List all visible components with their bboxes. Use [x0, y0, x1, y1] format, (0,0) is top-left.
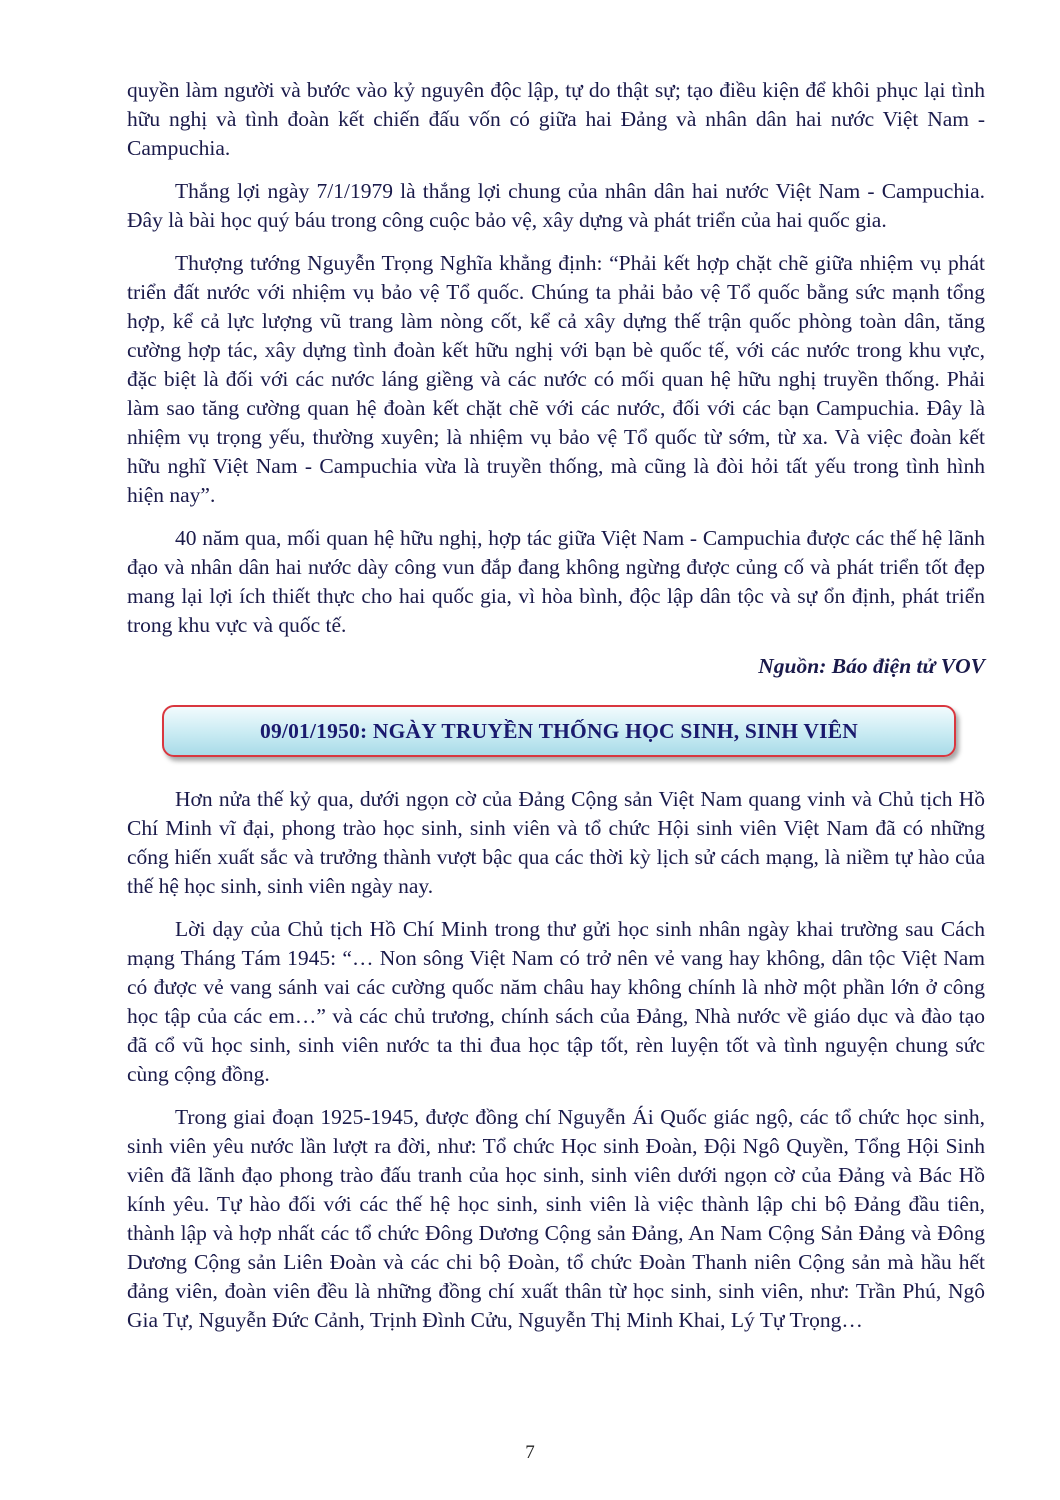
paragraph: Hơn nửa thế kỷ qua, dưới ngọn cờ của Đảng Cộng sản Việt Nam quang vinh và Chủ tịch Hồ Chí Minh vĩ đại, phong trào học sinh, sinh viên và tổ chức Hội sinh viên Việt Nam đã có những cống hiến xuất sắc và trưởng thành vượt bậc qua các thời kỳ lịch sử cách mạng, là niềm tự hào của thế hệ học sinh, sinh viên ngày nay.	[127, 787, 985, 898]
document-page	[127, 76, 985, 1349]
page-number: 7	[525, 1442, 535, 1463]
section-heading-box	[162, 705, 956, 757]
paragraph: Thắng lợi ngày 7/1/1979 là thắng lợi chung của nhân dân hai nước Việt Nam - Campuchia. Đây là bài học quý báu trong công cuộc bảo vệ, xây dựng và phát triển của hai quốc gia.	[127, 179, 985, 232]
paragraph: Trong giai đoạn 1925-1945, được đồng chí Nguyễn Ái Quốc giác ngộ, các tổ chức học sinh, sinh viên yêu nước lần lượt ra đời, như: Tổ chức Học sinh Đoàn, Đội Ngô Quyền, Tổng Hội Sinh viên đã lãnh đạo phong trào đấu tranh của học sinh, sinh viên dưới ngọn cờ của Đảng và Bác Hồ kính yêu. Tự hào đối với các thế hệ học sinh, sinh viên là việc thành lập chi bộ Đảng đầu tiên, thành lập và hợp nhất các tổ chức Đông Dương Cộng sản Đảng, An Nam Cộng Sản Đảng và Đông Dương Cộng sản Liên Đoàn và các chi bộ Đoàn, tổ chức Đoàn Thanh niên Cộng sản mà hầu hết đảng viên, đoàn viên đều là những đồng chí xuất thân từ học sinh, sinh viên, như: Trần Phú, Ngô Gia Tự, Nguyễn Đức Cảnh, Trịnh Đình Cửu, Nguyễn Thị Minh Khai, Lý Tự Trọng…	[127, 1105, 985, 1332]
paragraph: quyền làm người và bước vào kỷ nguyên độc lập, tự do thật sự; tạo điều kiện để khôi phục lại tình hữu nghị và tình đoàn kết chiến đấu vốn có giữa hai Đảng và nhân dân hai nước Việt Nam - Campuchia.	[127, 78, 985, 160]
section-body	[127, 785, 985, 1335]
section-heading: 09/01/1950: NGÀY TRUYỀN THỐNG HỌC SINH, SINH VIÊN	[260, 718, 858, 743]
paragraph: Thượng tướng Nguyễn Trọng Nghĩa khẳng định: “Phải kết hợp chặt chẽ giữa nhiệm vụ phát triển đất nước với nhiệm vụ bảo vệ Tổ quốc. Chúng ta phải bảo vệ Tổ quốc bằng sức mạnh tổng hợp, kể cả lực lượng vũ trang làm nòng cốt, kể cả xây dựng thế trận quốc phòng toàn dân, tăng cường hợp tác, xây dựng tình đoàn kết hữu nghị với bạn bè quốc tế, với các nước trong khu vực, đặc biệt là đối với các nước láng giềng và các nước có mối quan hệ hữu nghị truyền thống. Phải làm sao tăng cường quan hệ đoàn kết chặt chẽ với các nước, đối với các bạn Campuchia. Đây là nhiệm vụ trọng yếu, thường xuyên; là nhiệm vụ bảo vệ Tổ quốc từ sớm, từ xa. Và việc đoàn kết hữu nghĩ Việt Nam - Campuchia vừa là truyền thống, mà cũng là đòi hỏi tất yếu trong tình hình hiện nay”.	[127, 251, 985, 507]
paragraph: Lời dạy của Chủ tịch Hồ Chí Minh trong thư gửi học sinh nhân ngày khai trường sau Cách mạng Tháng Tám 1945: “… Non sông Việt Nam có trở nên vẻ vang hay không, dân tộc Việt Nam có được vẻ vang sánh vai các cường quốc năm châu hay không chính là nhờ một phần lớn ở công học tập của các em…” và các chủ trương, chính sách của Đảng, Nhà nước về giáo dục và đào tạo đã cổ vũ học sinh, sinh viên nước ta thi đua học tập tốt, rèn luyện tốt và tình nguyện chung sức cùng cộng đồng.	[127, 917, 985, 1086]
paragraph: 40 năm qua, mối quan hệ hữu nghị, hợp tác giữa Việt Nam - Campuchia được các thế hệ lãnh đạo và nhân dân hai nước dày công vun đắp đang không ngừng được củng cố và phát triển tốt đẹp mang lại lợi ích thiết thực cho hai quốc gia, vì hòa bình, độc lập dân tộc và sự ổn định, phát triển trong khu vực và quốc tế.	[127, 526, 985, 637]
source-citation: Nguồn: Báo điện tử VOV	[758, 654, 985, 678]
